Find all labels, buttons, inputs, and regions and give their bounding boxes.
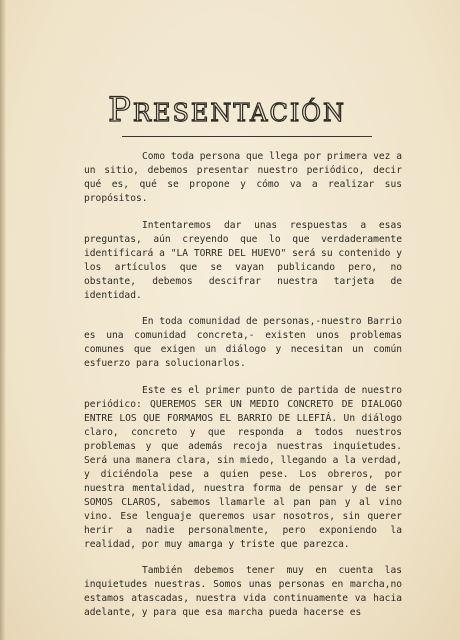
body-text <box>84 150 408 620</box>
paragraph-dialogue: Este es el primer punto de partida de nuestro periódico: QUEREMOS SER UN MEDIO CONCRETO DE DIALOGO ENTRE LOS QUE FORMAMOS EL BARRIO DE LLEFIÁ. Un diálogo claro, concreto y que responda a todos nuestros problemas y que además recoja nuestras inquietudes. Será una manera clara, sin miedo, llegando a la verdad, y diciéndola pese a quien pese. Los obreros, por nuestra mentalidad, nuestra forma de pensar y de ser SOMOS CLAROS, sabemos llamarle al pan pan y al vino vino. Ese lenguaje queremos usar nosotros, sin querer herir a nadie personalmente, pero exponiendo la realidad, por muy amarga y triste que parezca. <box>84 384 408 550</box>
paragraph-community: En toda comunidad de personas,-nuestro Barrio es una comunidad concreta,- existen unos problemas comunes que exigen un diálogo y necesitan un común esfuerzo para solucionarlos. <box>84 316 408 370</box>
title-underline <box>122 136 372 137</box>
paragraph-concerns: También debemos tener muy en cuenta las inquietudes nuestras. Somos unas personas en marcha,no estamos atascadas, nuestra vida continuamente va hacia adelante, y para que esa marcha pueda hacerse es <box>84 565 408 619</box>
paragraph-intro: Como toda persona que llega por primera vez a un sitio, debemos presentar nuestro periódico, decir qué es, qué se propone y cómo va a realizar sus propósitos. <box>84 151 408 204</box>
page-binding-edge <box>0 0 6 640</box>
page-title: Presentación <box>108 90 346 130</box>
title-block <box>80 84 400 154</box>
paragraph-answers: Intentaremos dar unas respuestas a esas preguntas, aún creyendo que lo que verdaderamente identificará a "LA TORRE DEL HUEVO" será su contenido y los artículos que se vayan publicando pero, no obstante, debemos descifrar nuestra tarjeta de identidad. <box>84 219 408 301</box>
